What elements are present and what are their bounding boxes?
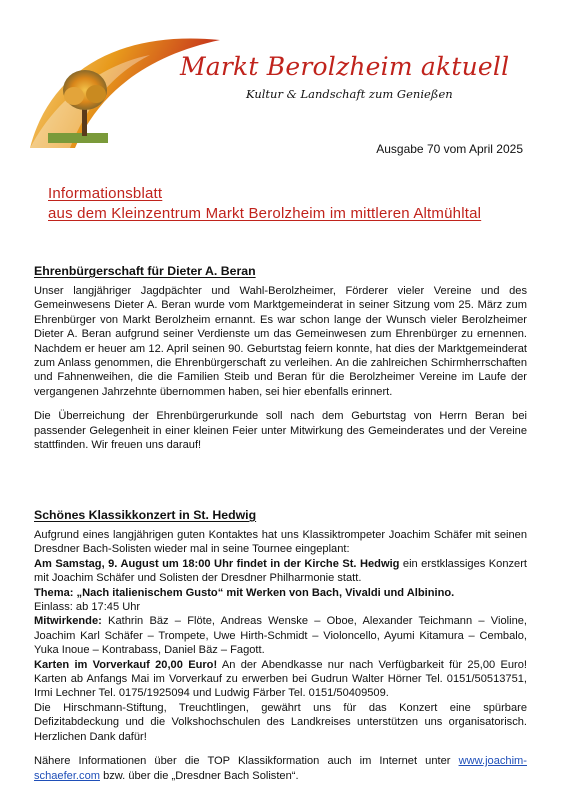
concert-theme-bold: Thema: „Nach italienischem Gusto“ mit Werken von Bach, Vivaldi und Albinino. bbox=[34, 586, 455, 599]
tickets-bold: Karten im Vorverkauf 20,00 Euro! bbox=[34, 658, 218, 671]
website-link[interactable]: www.joachim-schaefer.com bbox=[34, 755, 527, 782]
article-1-paragraph-1: Unser langjähriger Jagdpächter und Wahl-Berolzheimer, Förderer vieler Vereine und des Gemeinwesens Dieter A. Beran wurde vom Marktgemeinderat in seiner Sitzung vom 25. März zum Ehrenbürger von Markt Berolzheim ernannt. Es war schon lange der Wunsch vieler Berolzheimer Dieter A. Beran aufgrund seiner Verdienste um das Gemeinwesen zum Ehrenbürger zu ernennen. Nachdem er heuer am 12. April seinen 90. Geburtstag feiern konnte, hat dies der Marktgemeinderat zum Anlass genommen, die Ehrenbürgerschaft zu verleihen. An die zahlreichen Schirmherrschaften und Fahnenweihen, die die Familien Steib und Beran für die Berolzheimer Vereine im Laufe der vergangenen Jahrzehnte übernommen haben, sei hier ebenfalls erinnert. bbox=[34, 285, 527, 398]
concert-more-info bbox=[34, 754, 527, 783]
logo-autumn-tree-icon bbox=[30, 30, 220, 150]
article-2-body bbox=[34, 528, 527, 783]
newsletter-heading bbox=[48, 184, 481, 224]
more-info-after: bzw. über die „Dresdner Bach Solisten“. bbox=[99, 769, 299, 782]
issue-label: Ausgabe 70 vom April 2025 bbox=[376, 142, 523, 156]
heading-line-2: aus dem Kleinzentrum Markt Berolzheim im mittleren Altmühltal bbox=[48, 205, 482, 222]
article-1-paragraph-2: Die Überreichung der Ehrenbürgerurkunde soll nach dem Geburtstag von Herrn Beran bei passender Gelegenheit in einer kleinen Feier unter Mitwirkung des Gemeinderates und der Vereine stattfinden. Wir freuen uns darauf! bbox=[34, 410, 527, 452]
brand-subtitle: Kultur & Landschaft zum Genießen bbox=[246, 87, 453, 101]
brand-title: Markt Berolzheim aktuell bbox=[180, 52, 510, 81]
article-1-title: Ehrenbürgerschaft für Dieter A. Beran bbox=[34, 264, 256, 278]
performers-list: Kathrin Bäz – Flöte, Andreas Wenske – Oboe, Alexander Teichmann – Violine, Joachim Karl Schäfer – Trompete, Uwe Hirth-Schmidt – Violoncello, Ayumi Kitamura – Cembalo, Yuka Inoue – Kontrabass, Daniel Bäz – Fagott. bbox=[34, 615, 527, 657]
concert-tickets bbox=[34, 658, 527, 701]
performers-label: Mitwirkende: bbox=[34, 615, 102, 628]
concert-date bbox=[34, 557, 527, 586]
concert-sponsors: Die Hirschmann-Stiftung, Treuchtlingen, gewährt uns für das Konzert eine spürbare Defizitabdeckung und die Volkshochschulen des Landkreises unterstützen uns organisatorisch. Herzlichen Dank dafür! bbox=[34, 701, 527, 743]
heading-line-1: Informationsblatt bbox=[48, 185, 163, 202]
concert-intro: Aufgrund eines langjährigen guten Kontaktes hat uns Klassiktrompeter Joachim Schäfer mit seinen Dresdner Bach-Solisten wieder mal in seine Tournee eingeplant: bbox=[34, 529, 527, 556]
concert-theme bbox=[34, 586, 527, 600]
concert-date-rest: ein erstklassiges Konzert mit Joachim Schäfer und Solisten der Dresdner Philharmonie statt. bbox=[34, 557, 527, 585]
more-info-before: Nähere Informationen über die TOP Klassikformation auch im Internet unter bbox=[34, 755, 459, 768]
article-2-title: Schönes Klassikkonzert in St. Hedwig bbox=[34, 508, 257, 522]
concert-entry: Einlass: ab 17:45 Uhr bbox=[34, 601, 141, 614]
tickets-rest: An der Abendkasse nur nach Verfügbarkeit für 25,00 Euro! Karten ab Anfangs Mai im Vorverkauf zu erwerben bei Gudrun Walter Hörner Tel. 0151/50513751, Irmi Lechner Tel. 0175/1925094 und Ludwig Färber Tel. 0151/50409509. bbox=[34, 658, 527, 700]
concert-date-bold: Am Samstag, 9. August um 18:00 Uhr findet in der Kirche St. Hedwig bbox=[34, 557, 400, 570]
concert-performers bbox=[34, 614, 527, 657]
article-1-body bbox=[34, 284, 527, 452]
